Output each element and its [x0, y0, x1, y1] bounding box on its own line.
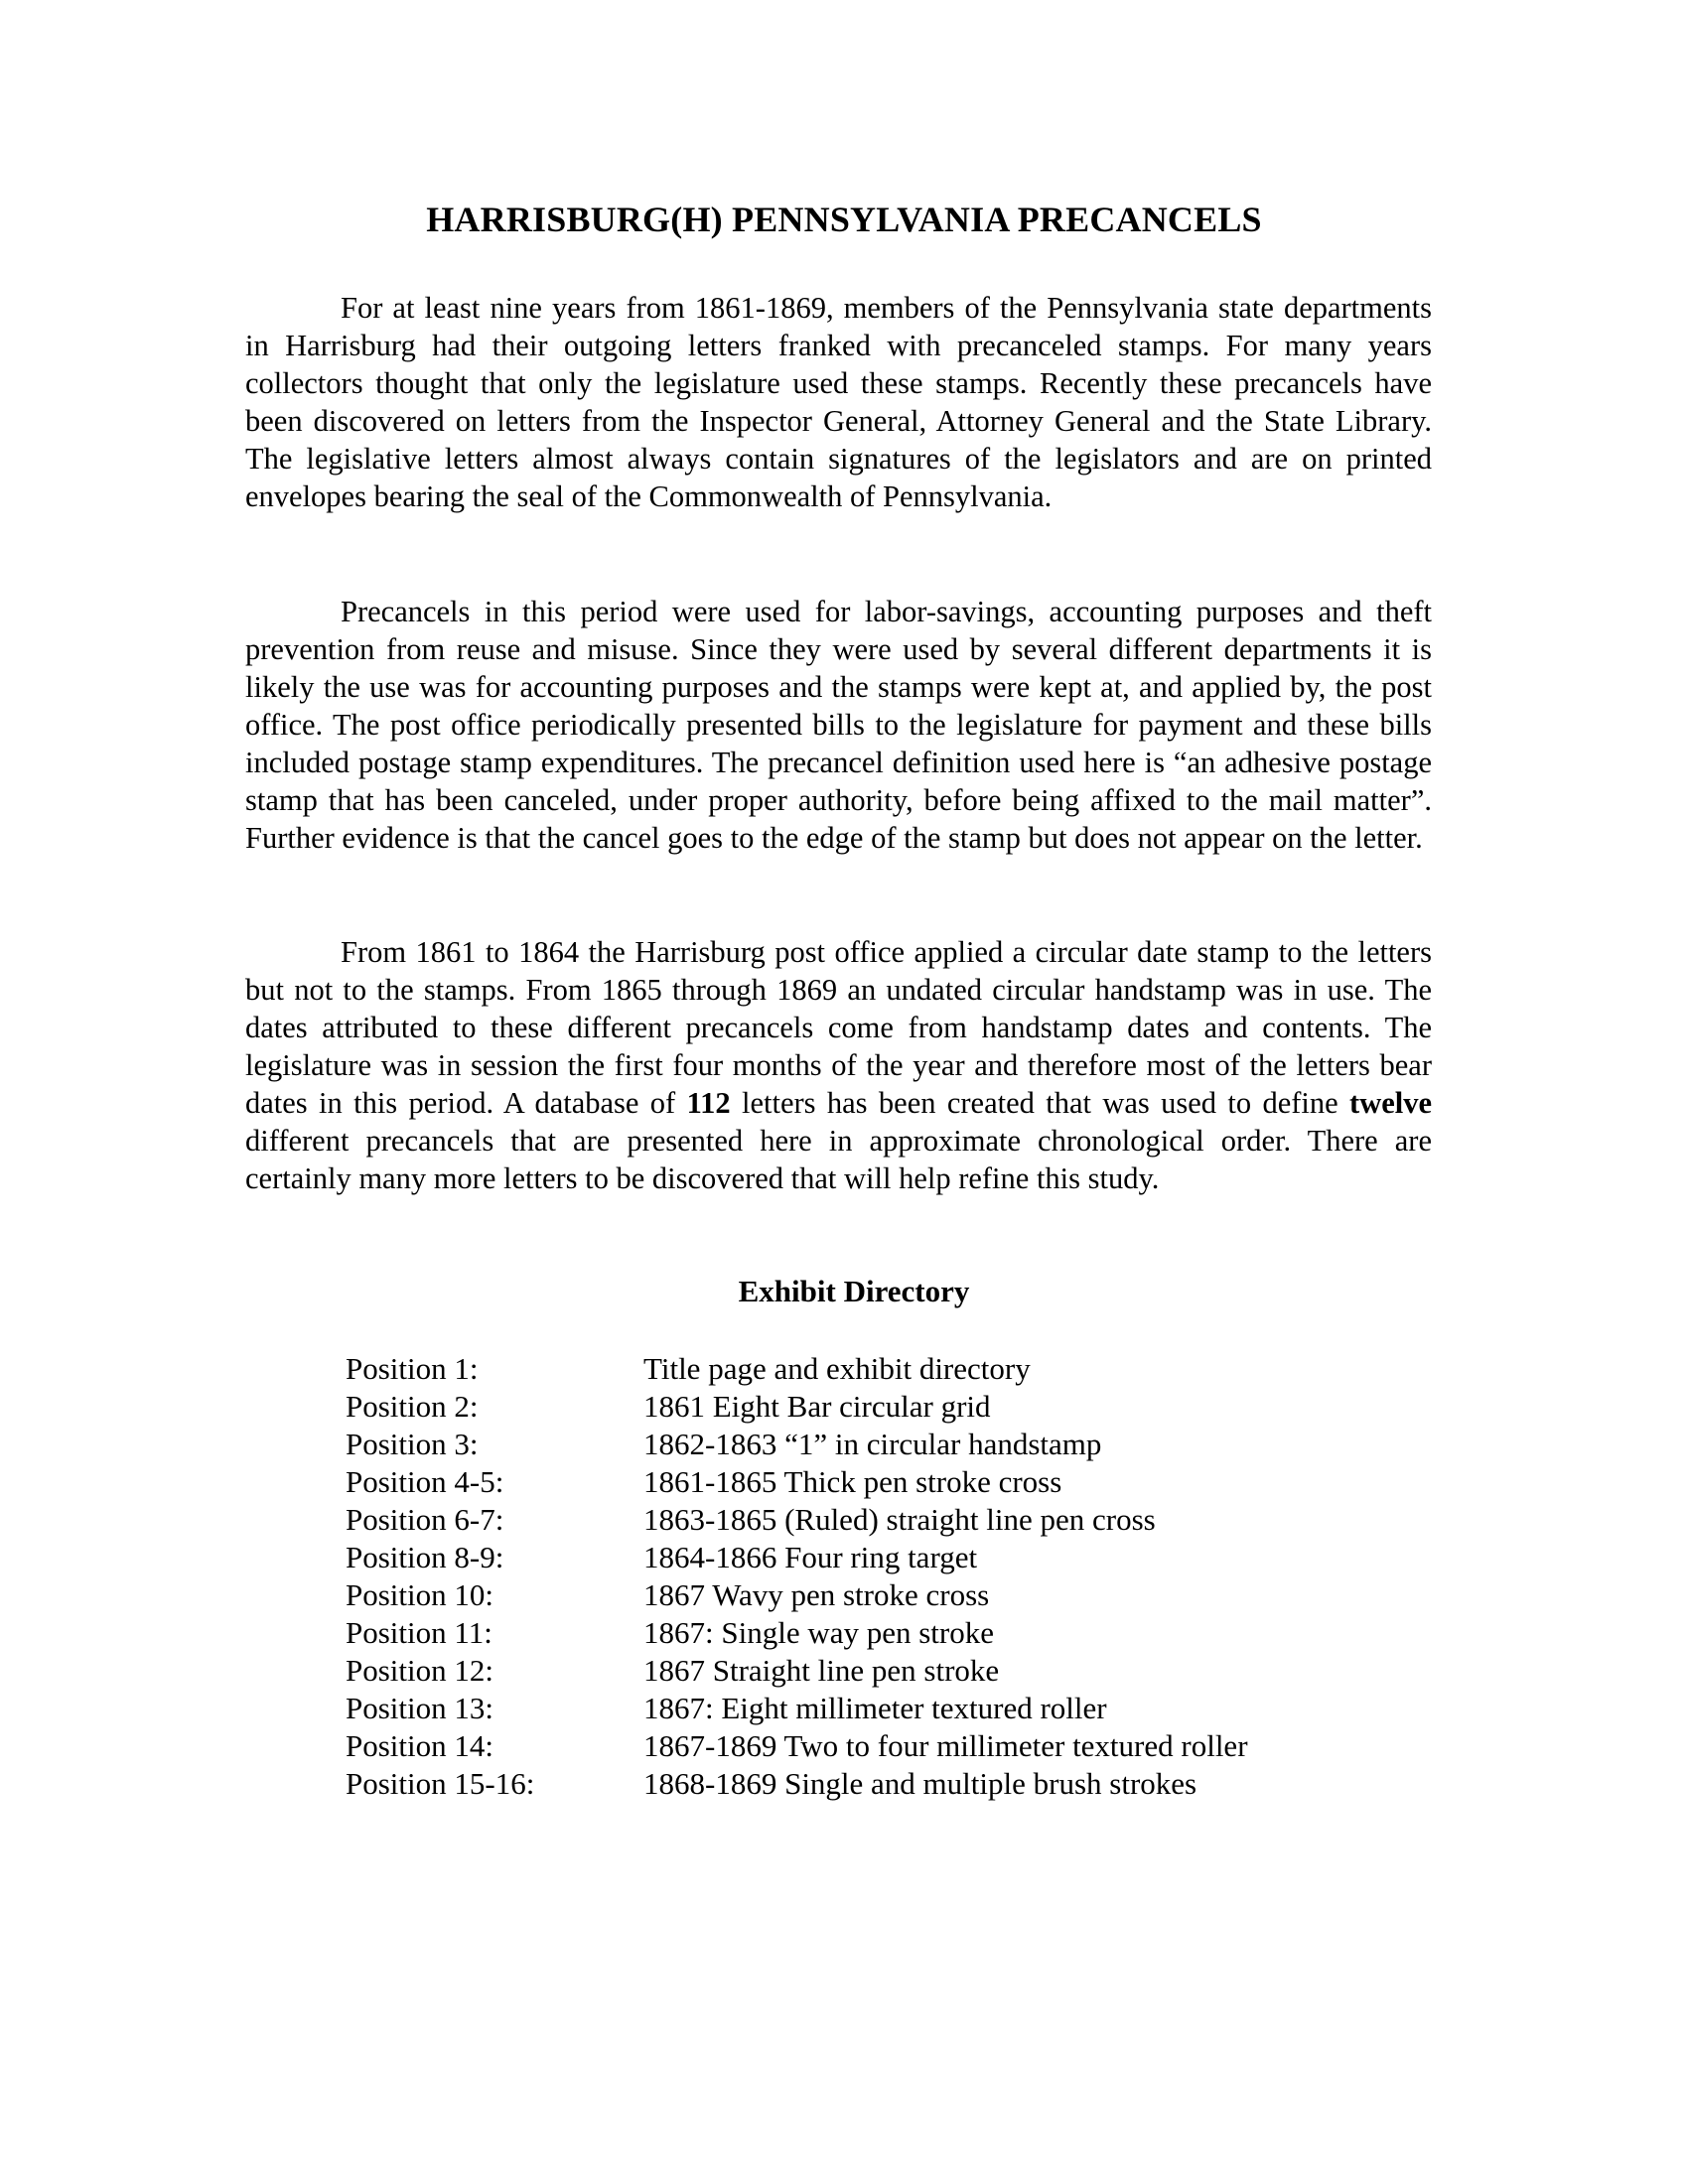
exhibit-directory-heading: Exhibit Directory — [738, 1274, 970, 1308]
directory-row — [346, 1501, 1338, 1539]
directory-description: 1861-1865 Thick pen stroke cross — [643, 1464, 1062, 1499]
dating-text-part2: letters has been created that was used to define — [730, 1086, 1350, 1120]
directory-row — [346, 1576, 1338, 1614]
directory-description: 1867-1869 Two to four millimeter textured roller — [643, 1728, 1248, 1763]
directory-row — [346, 1463, 1338, 1501]
directory-position: Position 12: — [346, 1653, 494, 1688]
directory-description: 1868-1869 Single and multiple brush strokes — [643, 1766, 1197, 1801]
directory-description: 1867 Straight line pen stroke — [643, 1653, 1000, 1688]
directory-row — [346, 1614, 1338, 1652]
directory-position: Position 14: — [346, 1728, 494, 1763]
directory-description: 1862-1863 “1” in circular handstamp — [643, 1427, 1102, 1461]
directory-row — [346, 1426, 1338, 1463]
directory-description: 1867 Wavy pen stroke cross — [643, 1577, 990, 1612]
directory-row — [346, 1350, 1338, 1388]
dating-text-part3: different precancels that are presented here in approximate chronological order. There are certainly many more letters to be discovered that will help refine this study. — [245, 1124, 1432, 1195]
directory-position: Position 3: — [346, 1427, 479, 1461]
directory-row — [346, 1388, 1338, 1426]
exhibit-directory-list — [346, 1350, 1338, 1803]
precancel-purpose-paragraph: Precancels in this period were used for labor-savings, accounting purposes and theft prevention from reuse and misuse. Since they were used by several different departments it is likely the use was for accounting purposes and the stamps were kept at, and applied by, the post office. The post office periodically presented bills to the legislature for payment and these bills included postage stamp expenditures. The precancel definition used here is “an adhesive postage stamp that has been canceled, under proper authority, before being affixed to the mail matter”. Further evidence is that the cancel goes to the edge of the stamp but does not appear on the letter. — [245, 595, 1432, 855]
directory-position: Position 11: — [346, 1615, 492, 1650]
intro-paragraph: For at least nine years from 1861-1869, members of the Pennsylvania state departments in Harrisburg had their outgoing letters franked with precanceled stamps. For many years collectors thought that only the legislature used these stamps. Recently these precancels have been discovered on letters from the Inspector General, Attorney General and the State Library. The legislative letters almost always contain signatures of the legislators and are on printed envelopes bearing the seal of the Commonwealth of Pennsylvania. — [245, 291, 1432, 513]
directory-position: Position 2: — [346, 1389, 479, 1424]
directory-row — [346, 1765, 1338, 1803]
directory-position: Position 8-9: — [346, 1540, 504, 1574]
directory-description: Title page and exhibit directory — [643, 1351, 1031, 1386]
directory-position: Position 13: — [346, 1691, 494, 1725]
directory-row — [346, 1652, 1338, 1690]
directory-description: 1863-1865 (Ruled) straight line pen cross — [643, 1502, 1156, 1537]
directory-position: Position 1: — [346, 1351, 479, 1386]
dating-paragraph — [245, 933, 1432, 1197]
dating-text-part1: From 1861 to 1864 the Harrisburg post office applied a circular date stamp to the letters but not to the stamps. From 1865 through 1869 an undated circular handstamp was in use. The dates attributed to these different precancels come from handstamp dates and contents. The legislature was in session the first four months of the year and therefore most of the letters bear dates in this period. A database of — [245, 935, 1432, 1120]
directory-description: 1864-1866 Four ring target — [643, 1540, 978, 1574]
directory-position: Position 4-5: — [346, 1464, 504, 1499]
directory-description: 1867: Single way pen stroke — [643, 1615, 995, 1650]
directory-position: Position 6-7: — [346, 1502, 504, 1537]
directory-description: 1867: Eight millimeter textured roller — [643, 1691, 1107, 1725]
directory-row — [346, 1539, 1338, 1576]
directory-row — [346, 1690, 1338, 1727]
directory-position: Position 15-16: — [346, 1766, 535, 1801]
directory-position: Position 10: — [346, 1577, 494, 1612]
letters-count: 112 — [686, 1086, 731, 1120]
precancel-count: twelve — [1349, 1086, 1433, 1120]
directory-row — [346, 1727, 1338, 1765]
directory-description: 1861 Eight Bar circular grid — [643, 1389, 991, 1424]
page-title: HARRISBURG(H) PENNSYLVANIA PRECANCELS — [426, 200, 1262, 239]
